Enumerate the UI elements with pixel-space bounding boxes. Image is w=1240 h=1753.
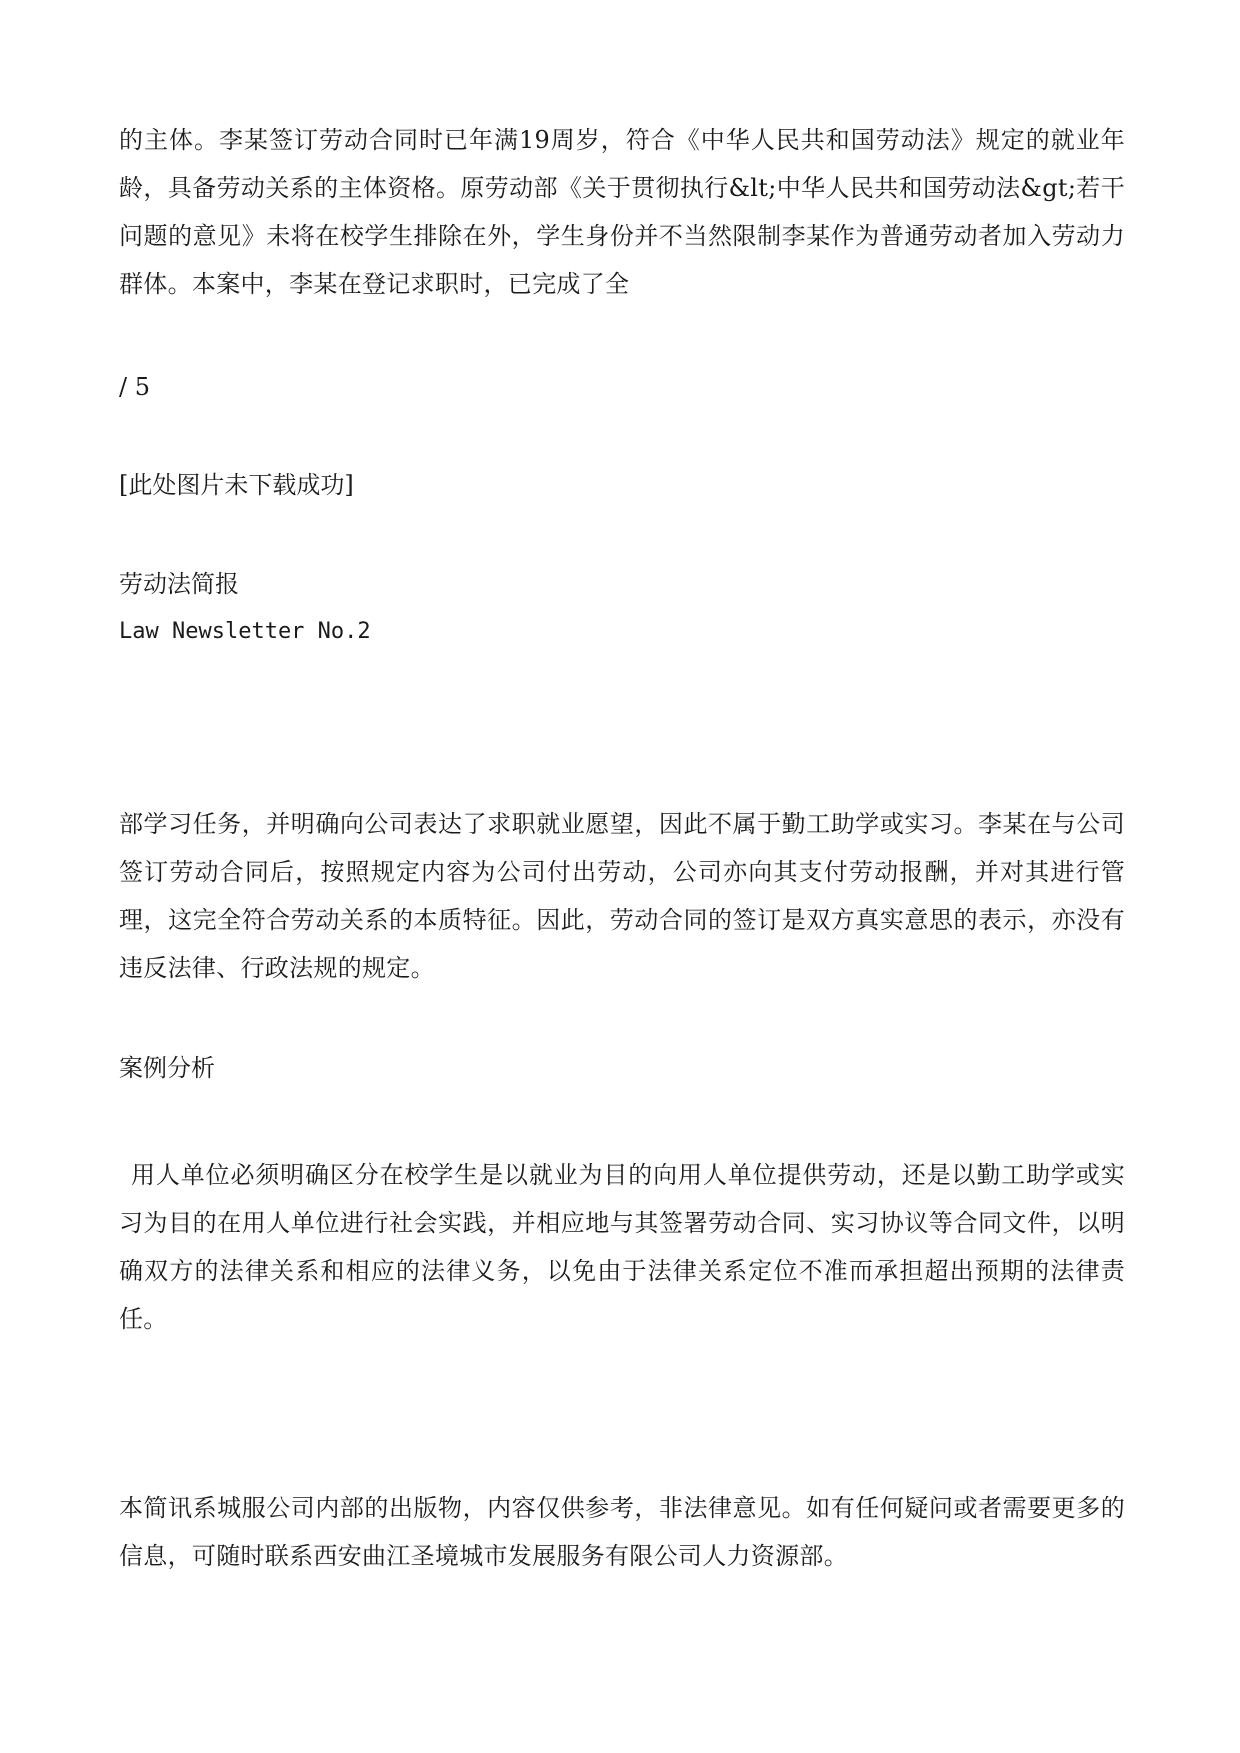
disclaimer-paragraph: 本简讯系城服公司内部的出版物，内容仅供参考，非法律意见。如有任何疑问或者需要更多的信息，可随时联系西安曲江圣境城市发展服务有限公司人力资源部。 <box>119 1494 1125 1570</box>
newsletter-subtitle: Law Newsletter No.2 <box>119 619 371 644</box>
body-paragraph-continued: 的主体。李某签订劳动合同时已年满19周岁，符合《中华人民共和国劳动法》规定的就业年龄，具备劳动关系的主体资格。原劳动部《关于贯彻执行&lt;中华人民共和国劳动法&gt;若干问题的意见》未将在校学生排除在外，学生身份并不当然限制李某作为普通劳动者加入劳动力群体。本案中，李某在登记求职时，已完成了全 <box>119 126 1125 298</box>
body-paragraph-advice: 用人单位必须明确区分在校学生是以就业为目的向用人单位提供劳动，还是以勤工助学或实习为目的在用人单位进行社会实践，并相应地与其签署劳动合同、实习协议等合同文件，以明确双方的法律关系和相应的法律义务，以免由于法律关系定位不准而承担超出预期的法律责任。 <box>119 1161 1125 1333</box>
body-paragraph-analysis: 部学习任务，并明确向公司表达了求职就业愿望，因此不属于勤工助学或实习。李某在与公司签订劳动合同后，按照规定内容为公司付出劳动，公司亦向其支付劳动报酬，并对其进行管理，这完全符合劳动关系的本质特征。因此，劳动合同的签订是双方真实意思的表示，亦没有违反法律、行政法规的规定。 <box>119 810 1125 982</box>
section-heading: 案例分析 <box>119 1054 215 1082</box>
image-placeholder-text: [此处图片未下载成功] <box>119 471 354 499</box>
page-number: / 5 <box>119 373 150 401</box>
newsletter-title: 劳动法简报 <box>119 570 239 598</box>
